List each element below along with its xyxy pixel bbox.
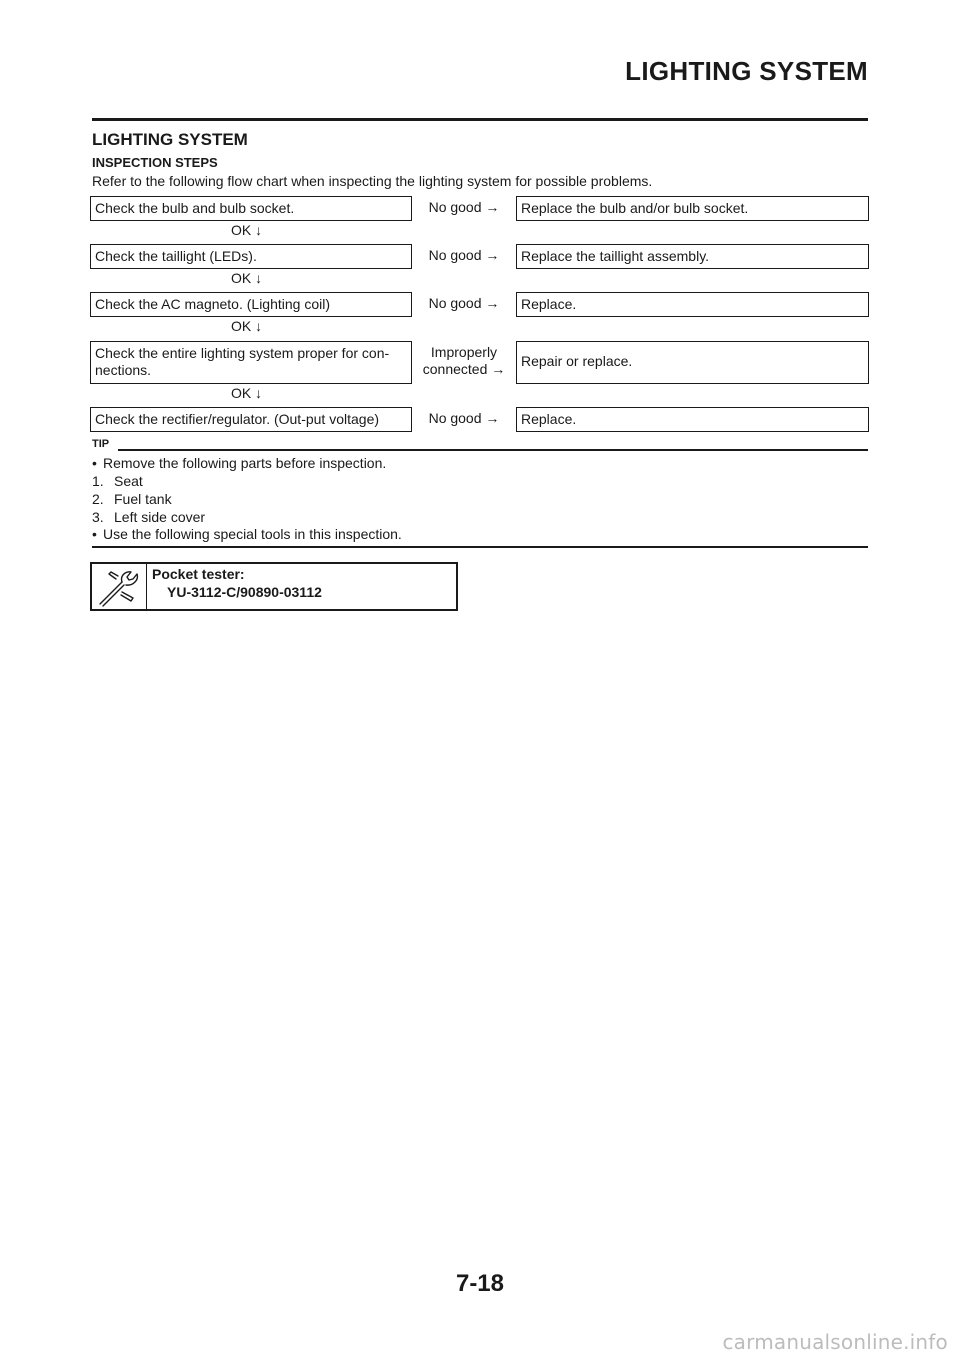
flow-condition: [412, 410, 516, 427]
flow-check-text: Check the taillight (LEDs).: [95, 248, 257, 264]
tip-item-number: 1.: [92, 473, 104, 489]
arrow-down-icon: ↓: [255, 222, 263, 238]
ok-text: OK: [231, 222, 252, 238]
watermark: carmanualsonline.info: [722, 1330, 948, 1354]
flow-check-box: [90, 196, 412, 221]
condition-text: No good: [428, 295, 482, 311]
ok-text: OK: [231, 318, 252, 334]
tip-item-text: Fuel tank: [114, 491, 172, 507]
flow-condition: [412, 295, 516, 312]
ok-text: OK: [231, 270, 252, 286]
flow-ok: [231, 270, 262, 286]
flow-check-box: [90, 407, 412, 432]
arrow-right-icon: →: [485, 295, 500, 311]
tip-item-number: 3.: [92, 509, 104, 525]
header-rule: [92, 118, 868, 121]
intro-text: Refer to the following flow chart when inspecting the lighting system for possible problems.: [92, 173, 653, 189]
tip-list-item: [92, 491, 172, 508]
tool-name: Pocket tester:: [152, 566, 245, 582]
flow-ok: [231, 385, 262, 401]
arrow-down-icon: ↓: [255, 270, 263, 286]
tip-item-number: 2.: [92, 491, 104, 507]
flow-action-box: [516, 196, 869, 221]
tip-bullet: [92, 526, 402, 543]
tip-rule-bottom: [92, 546, 868, 548]
flow-condition: [412, 199, 516, 216]
flow-action-text: Replace.: [521, 411, 577, 427]
flow-action-box: [516, 292, 869, 317]
condition-text: No good: [428, 247, 482, 263]
tip-bullet-text: Use the following special tools in this inspection.: [103, 526, 402, 542]
flow-check-box: [90, 292, 412, 317]
flow-check-text: Check the AC magneto. (Lighting coil): [95, 296, 331, 312]
sub-heading: INSPECTION STEPS: [92, 155, 218, 170]
page-number: 7-18: [455, 1270, 505, 1297]
bullet-mark: •: [92, 526, 97, 542]
flow-condition: [412, 344, 516, 378]
flow-ok: [231, 222, 262, 238]
arrow-right-icon: →: [485, 410, 500, 426]
tool-code: YU-3112-C/90890-03112: [167, 584, 322, 600]
flow-check-box: [90, 341, 412, 384]
tip-item-text: Seat: [114, 473, 143, 489]
tip-list-item: [92, 473, 143, 490]
flow-action-text: Replace the taillight assembly.: [521, 248, 710, 264]
flow-action-box: [516, 407, 869, 432]
flow-action-box: [516, 341, 869, 384]
tip-item-text: Left side cover: [114, 509, 206, 525]
flow-check-text: Check the rectifier/regulator. (Out-put voltage): [95, 411, 380, 427]
flow-action-box: [516, 244, 869, 269]
tip-bullet: [92, 455, 386, 472]
tip-label: TIP: [92, 438, 110, 450]
tip-bullet-text: Remove the following parts before inspection.: [103, 455, 387, 471]
flow-action-text: Replace.: [521, 296, 577, 312]
tip-list-item: [92, 509, 205, 526]
flow-ok: [231, 318, 262, 334]
flow-action-text: Repair or replace.: [521, 353, 633, 369]
flow-action-text: Replace the bulb and/or bulb socket.: [521, 200, 749, 216]
arrow-right-icon: →: [485, 199, 500, 215]
header-title: LIGHTING SYSTEM: [625, 56, 868, 86]
arrow-down-icon: ↓: [255, 385, 263, 401]
wrench-tool-icon: [92, 564, 145, 609]
ok-text: OK: [231, 385, 252, 401]
special-tool-box: [90, 562, 458, 611]
condition-text: Improperly: [430, 344, 498, 360]
condition-text: connected: [422, 361, 488, 377]
condition-text: No good: [428, 199, 482, 215]
arrow-right-icon: →: [491, 361, 506, 377]
tip-rule-top: [118, 449, 868, 451]
flow-condition: [412, 247, 516, 264]
arrow-down-icon: ↓: [255, 318, 263, 334]
section-title: LIGHTING SYSTEM: [92, 130, 248, 149]
condition-text: No good: [428, 410, 482, 426]
flow-check-text: Check the bulb and bulb socket.: [95, 200, 295, 216]
flow-check-text: nections.: [95, 362, 152, 378]
bullet-mark: •: [92, 455, 97, 471]
flow-check-text: Check the entire lighting system proper for con-: [95, 345, 390, 361]
tool-icon-cell: [92, 564, 147, 609]
flow-check-box: [90, 244, 412, 269]
arrow-right-icon: →: [485, 247, 500, 263]
